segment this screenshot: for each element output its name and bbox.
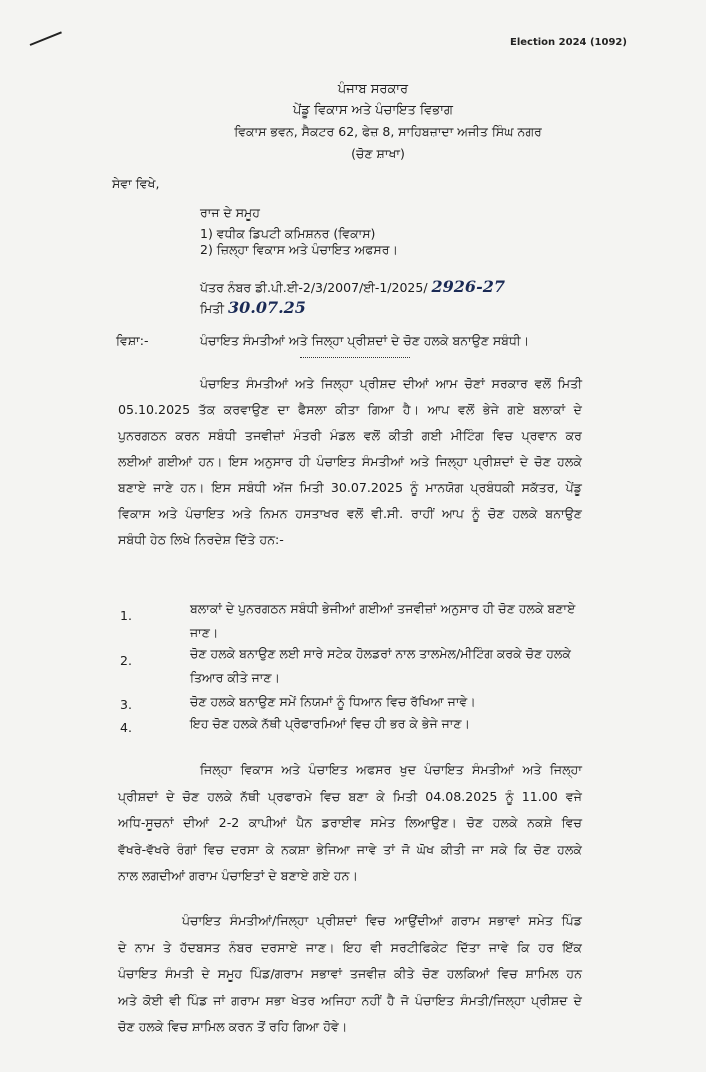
letter-number: [200, 277, 505, 296]
item-number: 4.: [120, 720, 132, 735]
para3-line: ਅਤੇ ਕੋਈ ਵੀ ਪਿੰਡ ਜਾਂ ਗਰਾਮ ਸਭਾ ਖੇਤਰ ਅਜਿਹਾ ਨਹੀਂ ਹੈ ਜੋ ਪੰਚਾਇਤ ਸੰਮਤੀ/ਜਿਲ੍ਹਾ ਪ੍ਰੀਸ਼ਦ ਦੇ: [118, 992, 582, 1008]
para3-line: ਦੇ ਨਾਮ ਤੇ ਹੱਦਬਸਤ ਨੰਬਰ ਦਰਸਾਏ ਜਾਣ। ਇਹ ਵੀ ਸਰਟੀਫਿਕੇਟ ਦਿੱਤਾ ਜਾਵੇ ਕਿ ਹਰ ਇੱਕ: [118, 939, 582, 955]
paragraph-1: [118, 371, 582, 553]
para1-line: ਲਈਆਂ ਗਈਆਂ ਹਨ। ਇਸ ਅਨੁਸਾਰ ਹੀ ਪੰਚਾਇਤ ਸੰਮਤੀਆਂ ਅਤੇ ਜਿਲ੍ਹਾ ਪ੍ਰੀਸ਼ਦਾਂ ਦੇ ਚੋਣ ਹਲਕੇ: [118, 454, 582, 469]
item-text: ਬਲਾਕਾਂ ਦੇ ਪੁਨਰਗਠਨ ਸਬੰਧੀ ਭੇਜੀਆਂ ਗਈਆਂ ਤਜਵੀਜ਼ਾਂ ਅਨੁਸਾਰ ਹੀ ਚੋਣ ਹਲਕੇ ਬਣਾਏ: [190, 601, 576, 616]
header-department: ਪੇਂਡੂ ਵਿਕਾਸ ਅਤੇ ਪੰਚਾਇਤ ਵਿਭਾਗ: [293, 103, 453, 118]
header-government: ਪੰਜਾਬ ਸਰਕਾਰ: [337, 82, 409, 97]
para1-line: ਬਣਾਏ ਜਾਣੇ ਹਨ। ਇਸ ਸਬੰਧੀ ਅੱਜ ਮਿਤੀ 30.07.2025 ਨੂੰ ਮਾਨਯੋਗ ਪ੍ਰਬੰਧਕੀ ਸਕੱਤਰ, ਪੇਂਡੂ: [118, 480, 582, 495]
subject-text: ਪੰਚਾਇਤ ਸੰਮਤੀਆਂ ਅਤੇ ਜਿਲ੍ਹਾ ਪ੍ਰੀਸ਼ਦਾਂ ਦੇ ਚੋਣ ਹਲਕੇ ਬਨਾਉਣ ਸਬੰਧੀ।: [200, 333, 530, 348]
para3-line: ਪੰਚਾਇਤ ਸੰਮਤੀਆਂ/ਜਿਲ੍ਹਾ ਪ੍ਰੀਸ਼ਦਾਂ ਵਿਚ ਆਉਂਦੀਆਂ ਗਰਾਮ ਸਭਾਵਾਂ ਸਮੇਤ ਪਿੰਡ: [182, 913, 582, 928]
para3-line: ਚੋਣ ਹਲਕੇ ਵਿਚ ਸ਼ਾਮਿਲ ਕਰਨ ਤੋਂ ਰਹਿ ਗਿਆ ਹੋਵੇ।: [118, 1019, 348, 1034]
para1-line: ਵਿਕਾਸ ਅਤੇ ਪੰਚਾਇਤ ਅਤੇ ਨਿਮਨ ਹਸਤਾਖਰ ਵਲੋਂ ਵੀ.ਸੀ. ਰਾਹੀਂ ਆਪ ਨੂੰ ਚੋਣ ਹਲਕੇ ਬਨਾਉਣ: [118, 506, 582, 521]
para1-line: 05.10.2025 ਤੱਕ ਕਰਵਾਉਣ ਦਾ ਫੈਸਲਾ ਕੀਤਾ ਗਿਆ ਹੈ। ਆਪ ਵਲੋਂ ਭੇਜੇ ਗਏ ਬਲਾਕਾਂ ਦੇ: [118, 402, 582, 417]
recipients-line1: ਰਾਜ ਦੇ ਸਮੂਹ: [200, 205, 260, 220]
subject-underline: [300, 357, 410, 358]
item-text: ਚੋਣ ਹਲਕੇ ਬਨਾਉਣ ਸਮੇਂ ਨਿਯਮਾਂ ਨੂੰ ਧਿਆਨ ਵਿਚ ਰੱਖਿਆ ਜਾਵੇ।: [190, 694, 476, 709]
para1-line: ਪੰਚਾਇਤ ਸੰਮਤੀਆਂ ਅਤੇ ਜਿਲ੍ਹਾ ਪ੍ਰੀਸ਼ਦ ਦੀਆਂ ਆਮ ਚੋਣਾਂ ਸਰਕਾਰ ਵਲੋਂ ਮਿਤੀ: [200, 376, 582, 391]
item-text: ਚੋਣ ਹਲਕੇ ਬਨਾਉਣ ਲਈ ਸਾਰੇ ਸਟੇਕ ਹੋਲਡਰਾਂ ਨਾਲ ਤਾਲਮੇਲ/ਮੀਟਿੰਗ ਕਰਕੇ ਚੋਣ ਹਲਕੇ: [190, 646, 571, 661]
header-branch: (ਚੋਣ ਸ਼ਾਖਾ): [351, 146, 405, 161]
salutation: ਸੇਵਾ ਵਿਖੇ,: [112, 176, 160, 191]
paragraph-2: [118, 757, 582, 890]
letter-date: [200, 298, 306, 317]
para1-line: ਪੁਨਰਗਠਨ ਕਰਨ ਸਬੰਧੀ ਤਜਵੀਜ਼ਾਂ ਮੰਤਰੀ ਮੰਡਲ ਵਲੋਂ ਕੀਤੀ ਗਈ ਮੀਟਿੰਗ ਵਿਚ ਪ੍ਰਵਾਨ ਕਰ: [118, 428, 582, 443]
paragraph-3: [118, 908, 582, 1041]
pen-mark: [30, 31, 62, 46]
item-text: ਤਿਆਰ ਕੀਤੇ ਜਾਣ।: [190, 670, 280, 685]
subject-label: ਵਿਸ਼ਾ:-: [116, 333, 149, 348]
para2-line: ਵੱਖਰੇ-ਵੱਖਰੇ ਰੰਗਾਂ ਵਿਚ ਦਰਸਾ ਕੇ ਨਕਸ਼ਾ ਭੇਜਿਆ ਜਾਵੇ ਤਾਂ ਜੋ ਘੋਖ ਕੀਤੀ ਜਾ ਸਕੇ ਕਿ ਚੋਣ ਹਲਕੇ: [118, 841, 582, 857]
letter-number-handwritten: 2926-27: [431, 277, 505, 296]
letter-number-label: ਪੱਤਰ ਨੰਬਰ ਡੀ.ਪੀ.ਈ-2/3/2007/ਈ-1/2025/: [200, 280, 428, 295]
para2-line: ਅਧਿ-ਸੂਚਨਾਂ ਦੀਆਂ 2-2 ਕਾਪੀਆਂ ਪੈਨ ਡਰਾਈਵ ਸਮੇਤ ਲਿਆਉਣ। ਚੋਣ ਹਲਕੇ ਨਕਸ਼ੇ ਵਿਚ: [118, 815, 582, 830]
item-number: 2.: [120, 653, 132, 668]
item-text: ਜਾਣ।: [190, 625, 219, 640]
para3-line: ਪੰਚਾਇਤ ਸੰਮਤੀ ਦੇ ਸਮੂਹ ਪਿੰਡ/ਗਰਾਮ ਸਭਾਵਾਂ ਤਜਵੀਜ਼ ਕੀਤੇ ਚੋਣ ਹਲਕਿਆਂ ਵਿਚ ਸ਼ਾਮਿਲ ਹਨ: [118, 966, 582, 981]
item-text: ਇਹ ਚੋਣ ਹਲਕੇ ਨੱਥੀ ਪ੍ਰੋਫਾਰਮਿਆਂ ਵਿਚ ਹੀ ਭਰ ਕੇ ਭੇਜੇ ਜਾਣ।: [190, 716, 470, 731]
recipients-line2: 1) ਵਧੀਕ ਡਿਪਟੀ ਕਮਿਸ਼ਨਰ (ਵਿਕਾਸ): [200, 226, 376, 241]
item-number: 3.: [120, 697, 132, 712]
para2-line: ਨਾਲ ਲਗਦੀਆਂ ਗਰਾਮ ਪੰਚਾਇਤਾਂ ਦੇ ਬਣਾਏ ਗਏ ਹਨ।: [118, 868, 359, 883]
para2-line: ਜਿਲ੍ਹਾ ਵਿਕਾਸ ਅਤੇ ਪੰਚਾਇਤ ਅਫਸਰ ਖੁਦ ਪੰਚਾਇਤ ਸੰਮਤੀਆਂ ਅਤੇ ਜਿਲ੍ਹਾ: [200, 762, 582, 777]
letter-date-handwritten: 30.07.25: [228, 298, 306, 317]
recipients-line3: 2) ਜ਼ਿਲ੍ਹਾ ਵਿਕਾਸ ਅਤੇ ਪੰਚਾਇਤ ਅਫਸਰ।: [200, 242, 398, 257]
header-address: ਵਿਕਾਸ ਭਵਨ, ਸੈਕਟਰ 62, ਫੇਜ਼ 8, ਸਾਹਿਬਜ਼ਾਦਾ ਅਜੀਤ ਸਿੰਘ ਨਗਰ: [234, 124, 542, 139]
para2-line: ਪ੍ਰੀਸ਼ਦਾਂ ਦੇ ਚੋਣ ਹਲਕੇ ਨੱਥੀ ਪ੍ਰਫਾਰਮੇ ਵਿਚ ਬਣਾ ਕੇ ਮਿਤੀ 04.08.2025 ਨੂੰ 11.00 ਵਜੇ: [118, 788, 582, 804]
letter-date-label: ਮਿਤੀ: [200, 301, 225, 316]
para1-line: ਸਬੰਧੀ ਹੇਠ ਲਿਖੇ ਨਿਰਦੇਸ਼ ਦਿੱਤੇ ਹਨ:-: [118, 532, 284, 547]
item-number: 1.: [120, 608, 132, 623]
reference-tag: Election 2024 (1092): [510, 37, 627, 48]
